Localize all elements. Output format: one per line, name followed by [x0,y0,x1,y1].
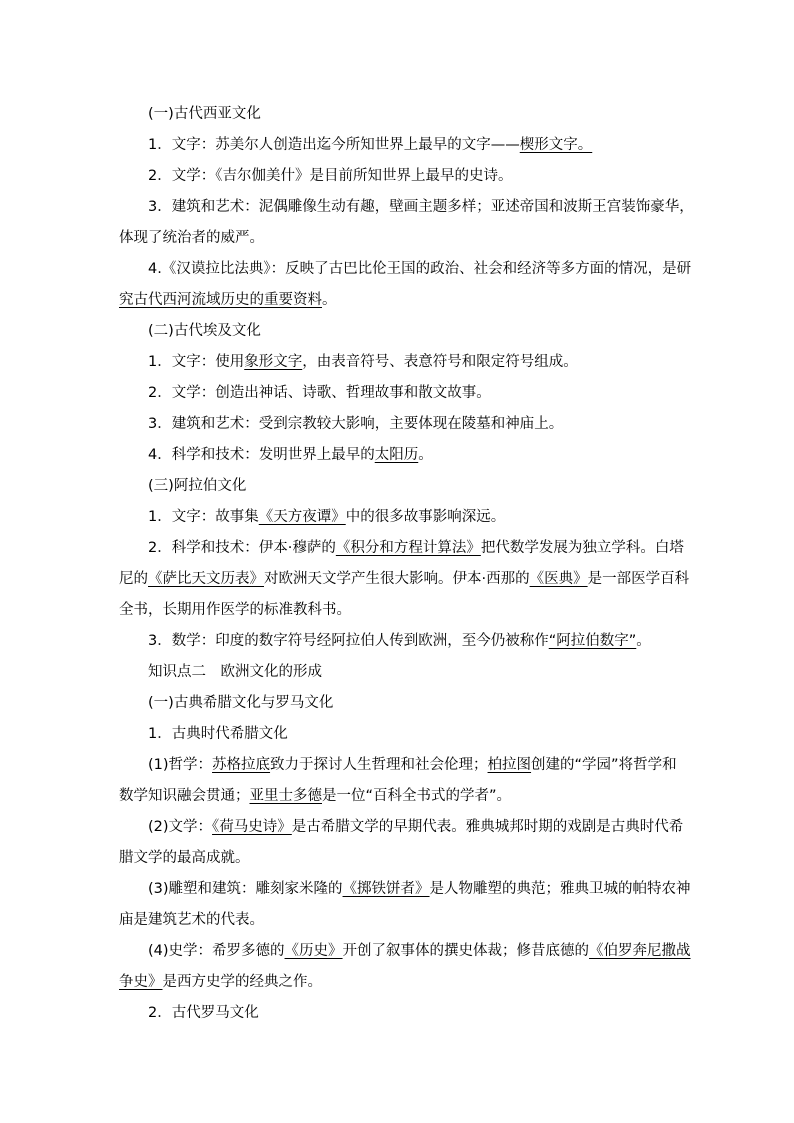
section-heading-arab [0,476,794,496]
paragraph-line [0,507,794,527]
underlined-key-term: 象形文字 [244,354,303,370]
underlined-key-term: 柏拉图 [487,757,532,773]
paragraph-line [0,166,794,186]
text-segment: 1．文字：苏美尔人创造出迄今所知世界上最早的文字—— [148,137,520,153]
underlined-key-term: 楔形文字。 [519,137,593,153]
underlined-key-term: 争史》 [119,974,163,990]
subsection-heading [0,1003,794,1023]
text-segment: 是西方史学的经典之作。 [162,974,322,990]
text-segment: 数学知识融会贯通； [119,788,250,804]
paragraph-line [0,786,794,806]
text-segment: 1．文字：使用 [148,354,245,370]
text-segment: 体现了统治者的威严。 [119,230,264,246]
paragraph-line [0,538,794,558]
text-segment: 全书，长期用作医学的标准教科书。 [119,602,351,618]
text-segment: 创建的“学园”将哲学和 [531,757,677,773]
section-heading-west-asia [0,104,794,124]
text-segment: 1．古典时代希腊文化 [148,726,288,742]
text-segment: 致力于探讨人生哲理和社会伦理； [270,757,488,773]
text-segment: 尼的 [119,571,148,587]
text-segment: 中的很多故事影响深远。 [345,509,506,525]
text-segment: 。 [636,633,651,649]
underlined-key-term: 太阳历 [374,447,419,463]
paragraph-line [0,290,794,310]
underlined-key-term: 《历史》 [284,943,343,959]
paragraph-line [0,352,794,372]
text-segment: (三)阿拉伯文化 [148,478,247,494]
paragraph-line [0,445,794,465]
underlined-key-term: 亚里士多德 [249,788,322,804]
text-segment: (3)雕塑和建筑：雕刻家米隆的 [148,881,343,897]
text-segment: 3．建筑和艺术：受到宗教较大影响，主要体现在陵墓和神庙上。 [148,416,564,432]
text-segment: 是古希腊文学的早期代表。雅典城邦时期的戏剧是古典时代希 [291,819,684,835]
paragraph-line [0,910,794,930]
text-segment: ，由表音符号、表意符号和限定符号组成。 [302,354,578,370]
underlined-key-term: 究古代西河流域历史的重要资料 [119,292,322,308]
underlined-key-term: 《积分和方程计算法》 [335,540,481,556]
underlined-key-term: 《伯罗奔尼撒战 [589,943,691,959]
text-segment: 3．建筑和艺术：泥偶雕像生动有趣，壁画主题多样；亚述帝国和波斯王宫装饰豪华， [148,199,694,215]
paragraph-line [0,848,794,868]
paragraph-line [0,631,794,651]
text-segment: 把代数学发展为独立学科。白塔 [480,540,684,556]
paragraph-line [0,755,794,775]
underlined-key-term: 《萨比天文历表》 [148,571,264,587]
text-segment: 2．文学：创造出神话、诗歌、哲理故事和散文故事。 [148,385,491,401]
paragraph-line [0,259,794,279]
paragraph-line [0,414,794,434]
paragraph-line [0,197,794,217]
text-segment: 开创了叙事体的撰史体裁；修昔底德的 [342,943,590,959]
underlined-key-term: 《荷马史诗》 [212,819,292,835]
text-segment: 是一位“百科全书式的学者”。 [322,788,512,804]
underlined-key-term: 苏格拉底 [212,757,271,773]
text-segment: (二)古代埃及文化 [148,323,261,339]
text-segment: 腊文学的最高成就。 [119,850,250,866]
paragraph-line [0,569,794,589]
text-segment: 4.《汉谟拉比法典》：反映了古巴比伦王国的政治、社会和经济等多方面的情况，是研 [148,261,692,277]
text-segment: (2)文学： [148,819,213,835]
paragraph-line [0,972,794,992]
text-segment: 2．古代罗马文化 [148,1005,259,1021]
underlined-key-term: “阿拉伯数字” [548,633,637,649]
text-segment: (一)古典希腊文化与罗马文化 [148,695,334,711]
text-segment: (一)古代西亚文化 [148,106,261,122]
underlined-key-term: 《医典》 [529,571,588,587]
text-segment: 知识点二 欧洲文化的形成 [148,664,322,680]
paragraph-line [0,817,794,837]
section-heading-greece-rome [0,693,794,713]
text-segment: 3．数学：印度的数字符号经阿拉伯人传到欧洲，至今仍被称作 [148,633,549,649]
text-segment: (1)哲学： [148,757,213,773]
text-segment: 是人物雕塑的典范；雅典卫城的帕特农神 [429,881,691,897]
paragraph-line [0,383,794,403]
paragraph-line [0,600,794,620]
text-segment: 1．文字：故事集 [148,509,259,525]
paragraph-line [0,941,794,961]
text-segment: 对欧洲天文学产生很大影响。伊本·西那的 [264,571,530,587]
text-segment: 2．科学和技术：伊本·穆萨的 [148,540,336,556]
knowledge-point-heading [0,662,794,682]
text-segment: 。 [322,292,337,308]
text-segment: (4)史学：希罗多德的 [148,943,285,959]
text-segment: 。 [418,447,433,463]
text-segment: 2．文学：《吉尔伽美什》是目前所知世界上最早的史诗。 [148,168,513,184]
paragraph-line [0,135,794,155]
underlined-key-term: 《天方夜谭》 [258,509,346,525]
subsection-heading [0,724,794,744]
text-segment: 4．科学和技术：发明世界上最早的 [148,447,375,463]
underlined-key-term: 《掷铁饼者》 [342,881,430,897]
paragraph-line [0,879,794,899]
paragraph-line [0,228,794,248]
section-heading-egypt [0,321,794,341]
text-segment: 是一部医学百科 [587,571,690,587]
text-segment: 庙是建筑艺术的代表。 [119,912,264,928]
